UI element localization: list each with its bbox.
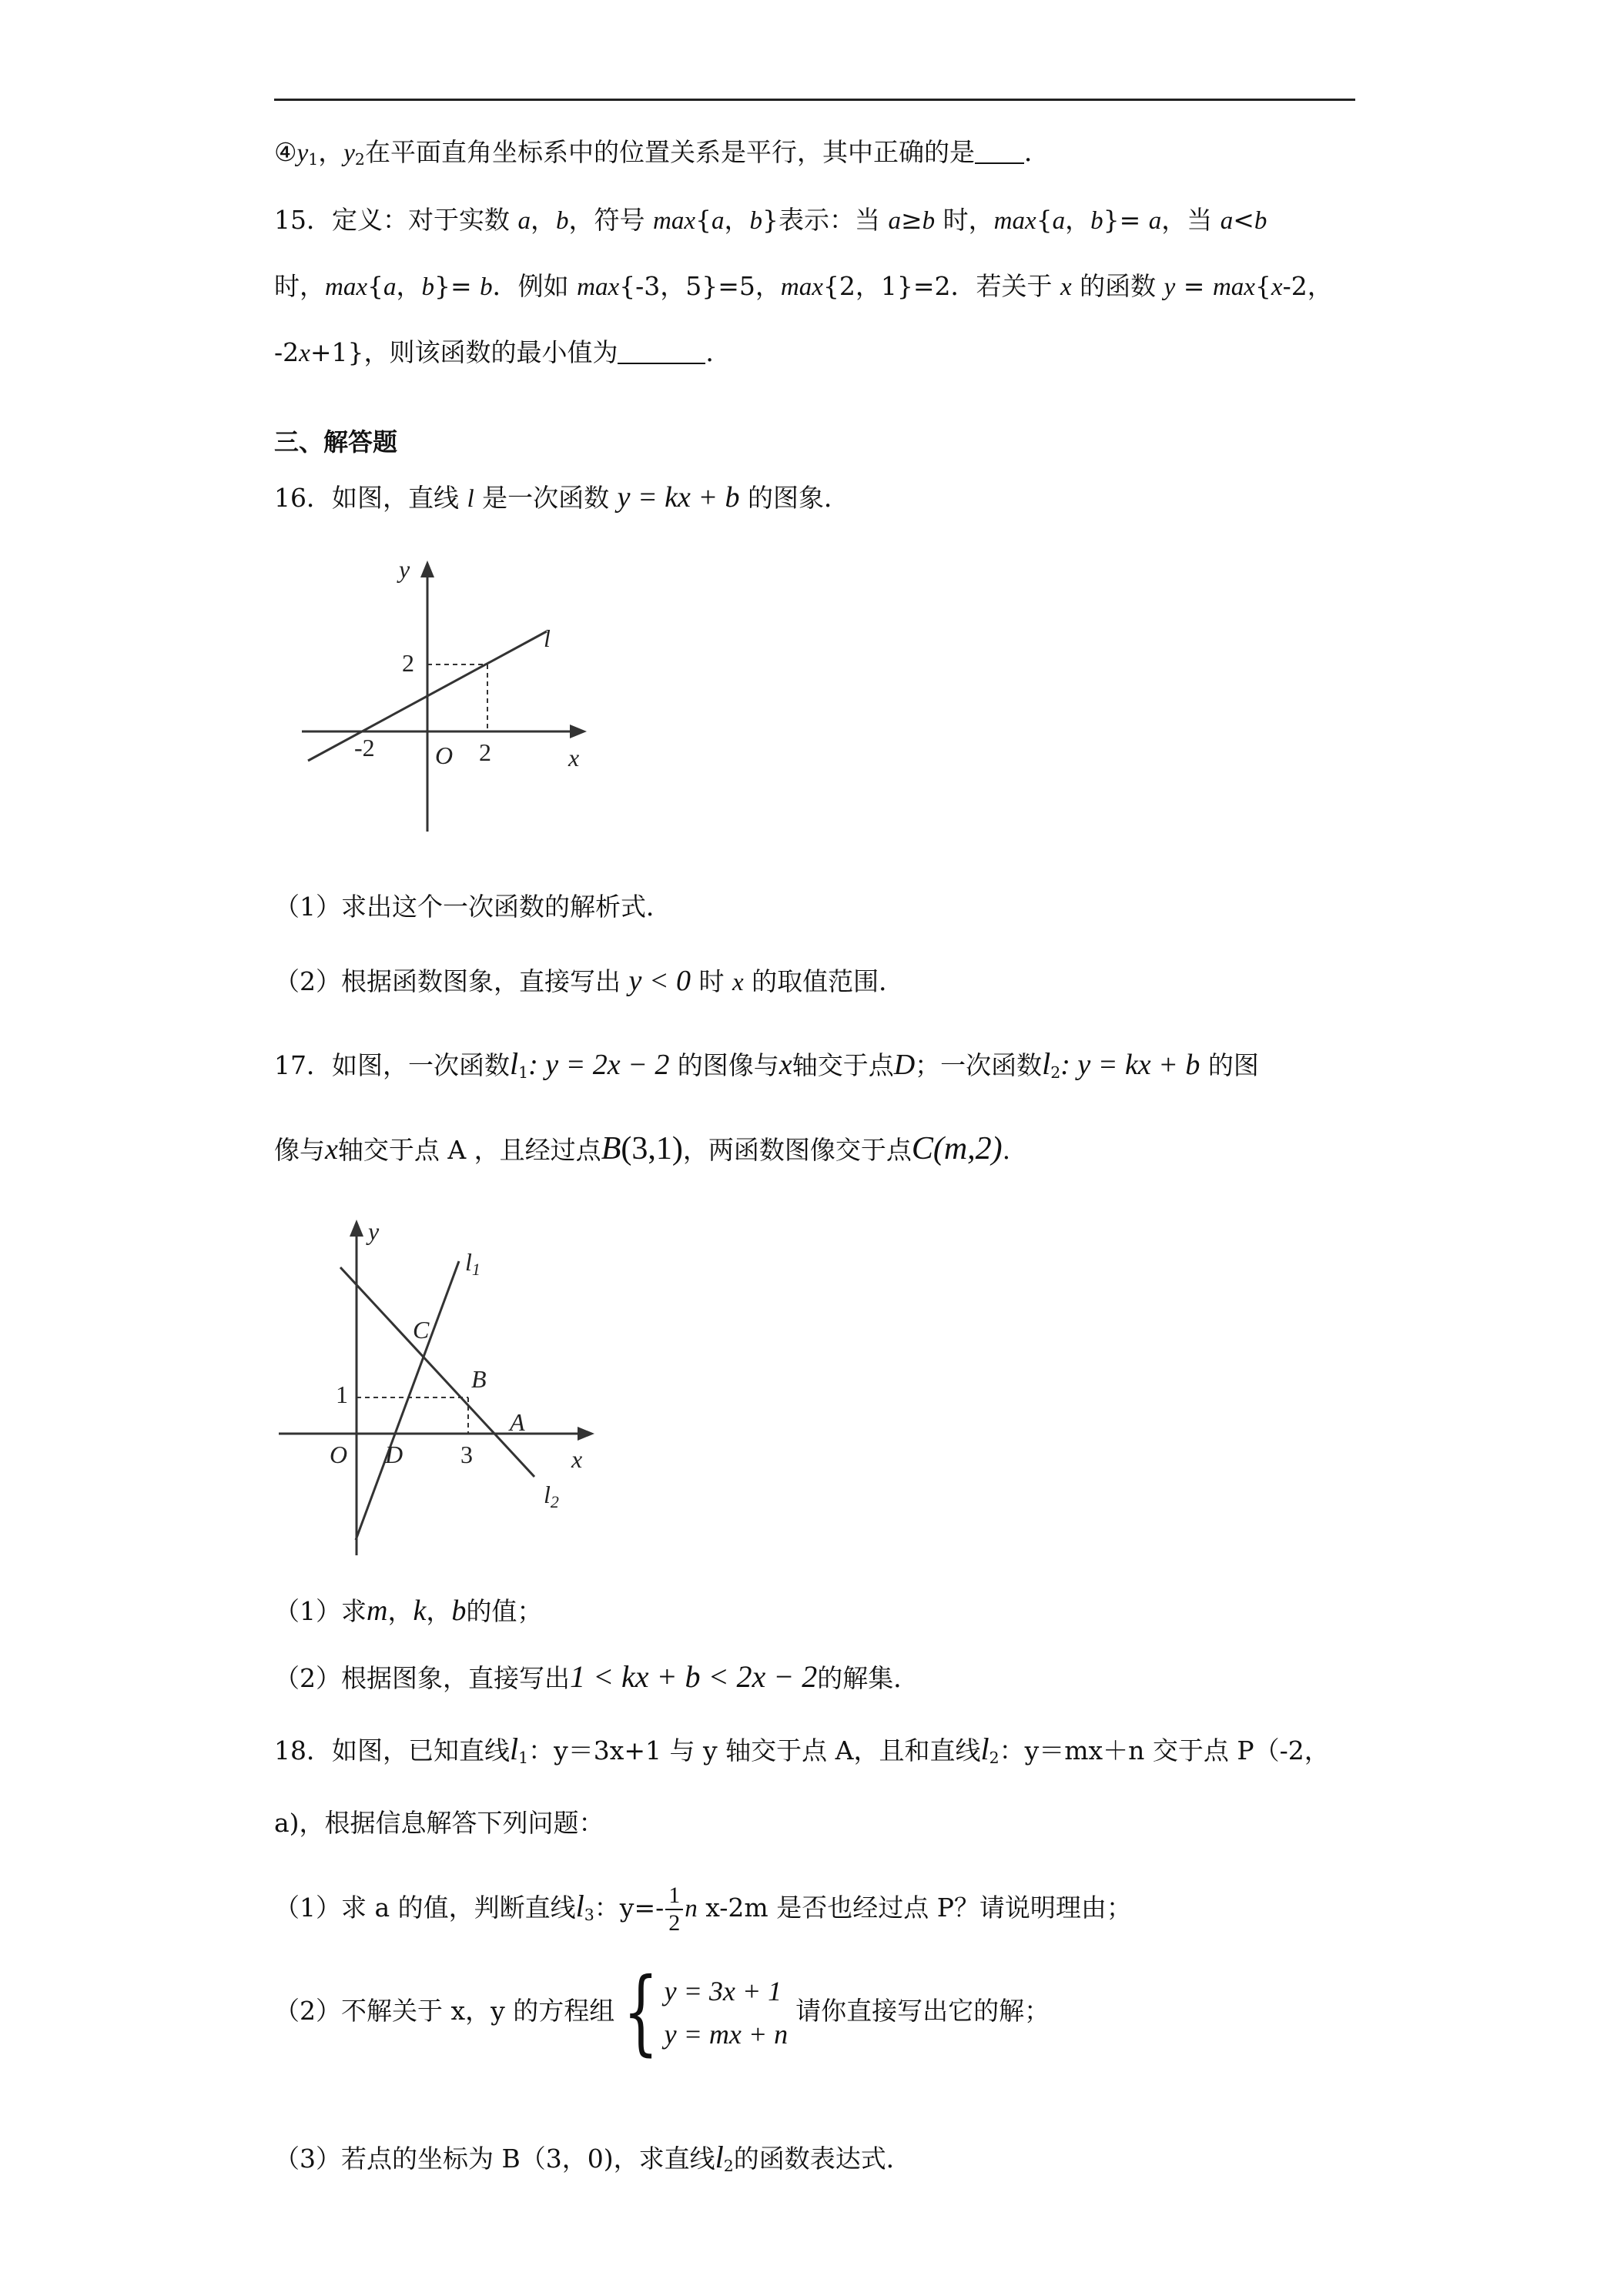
q18-part1: （1）求 a 的值，判断直线$l_3$：y=- $\frac{1}{2}$ n x-2m 是否也经过点 P？请说明理由；	[274, 1883, 1132, 1936]
q15-line-2: 时，max{a，b}= b．例如 max{-3，5}=5，max{2，1}=2．若关于 x 的函数 y = max{x-2，	[274, 271, 1333, 301]
fraction-one-half: $\frac{1}{2}$	[665, 1883, 683, 1936]
label-origin: O	[330, 1441, 348, 1468]
label-two-x: 2	[479, 738, 491, 766]
x-axis-arrow-icon	[570, 725, 587, 738]
label-x: x	[571, 1445, 583, 1473]
q18-part3: （3）若点的坐标为 B（3，0)，求直线$l_2$的函数表达式．	[274, 2140, 912, 2176]
q18-part2: （2）不解关于 x，y 的方程组{ y = 3x + 1 y = mx + n 请你直接写出它的解；	[274, 1959, 1050, 2066]
q14-line: $④y_1$，$y_2$在平面直角坐标系中的位置关系是平行，其中正确的是 ．	[274, 137, 1050, 169]
label-neg-two: -2	[354, 734, 375, 761]
q17-figure	[270, 1209, 608, 1563]
label-y: y	[368, 1217, 380, 1245]
line-l1	[356, 1261, 459, 1540]
header-rule	[274, 99, 1355, 101]
label-B: B	[471, 1365, 487, 1393]
section-heading: 三、解答题	[274, 427, 398, 457]
q15-line-1: 15．定义：对于实数 a，b，符号 max{a，b}表示：当 a≥b 时，max{a，b}= a，当 a<b	[274, 205, 1267, 235]
q17-part1: （1）求m，k，b的值；	[274, 1595, 543, 1627]
label-x: x	[568, 744, 580, 771]
label-A: A	[510, 1408, 525, 1436]
y-axis-arrow-icon	[420, 561, 434, 577]
q16-part1: （1）求出这个一次函数的解析式．	[274, 892, 671, 922]
label-D: D	[385, 1441, 403, 1468]
answer-blank	[975, 139, 1024, 164]
q15-line-3: -2x+1}，则该函数的最小值为 ．	[274, 337, 732, 367]
y-axis-arrow-icon	[350, 1220, 363, 1237]
q16-figure	[293, 547, 601, 839]
line-l2	[340, 1267, 534, 1477]
q17-part2: （2）根据图象，直接写出1 < kx + b < 2x − 2的解集．	[274, 1659, 919, 1694]
label-origin: O	[435, 741, 454, 769]
label-l: l	[544, 624, 551, 652]
label-three: 3	[460, 1441, 473, 1468]
q17-stem-1: 17．如图，一次函数$l_1$: y = 2x − 2 的图像与x轴交于点D；一次函数$l_2$: y = kx + b 的图	[274, 1046, 1259, 1083]
q18-stem-2: a)，根据信息解答下列问题：	[274, 1808, 604, 1838]
label-l1: l1	[465, 1248, 481, 1279]
equation-system: y = 3x + 1 y = mx + n	[664, 1976, 789, 2050]
x-axis-arrow-icon	[578, 1427, 594, 1441]
label-y: y	[399, 555, 410, 583]
q16-part2: （2）根据函数图象，直接写出 y < 0 时 x 的取值范围．	[274, 965, 905, 997]
answer-blank	[618, 340, 705, 364]
label-two-y: 2	[402, 649, 414, 677]
q16-stem: 16．如图，直线 l 是一次函数 y = kx + b 的图象．	[274, 481, 850, 514]
q17-stem-2: 像与x轴交于点 A ，且经过点B(3,1)，两函数图像交于点C(m,2).	[274, 1131, 1011, 1166]
equation-brace: {	[623, 1959, 659, 2066]
label-l2: l2	[544, 1481, 559, 1511]
label-C: C	[413, 1316, 430, 1344]
q18-stem-1: 18．如图，已知直线$l_1$：y＝3x+1 与 y 轴交于点 A，且和直线$l_2$：y＝mx＋n 交于点 P（-2，	[274, 1732, 1330, 1768]
label-one: 1	[336, 1381, 348, 1408]
